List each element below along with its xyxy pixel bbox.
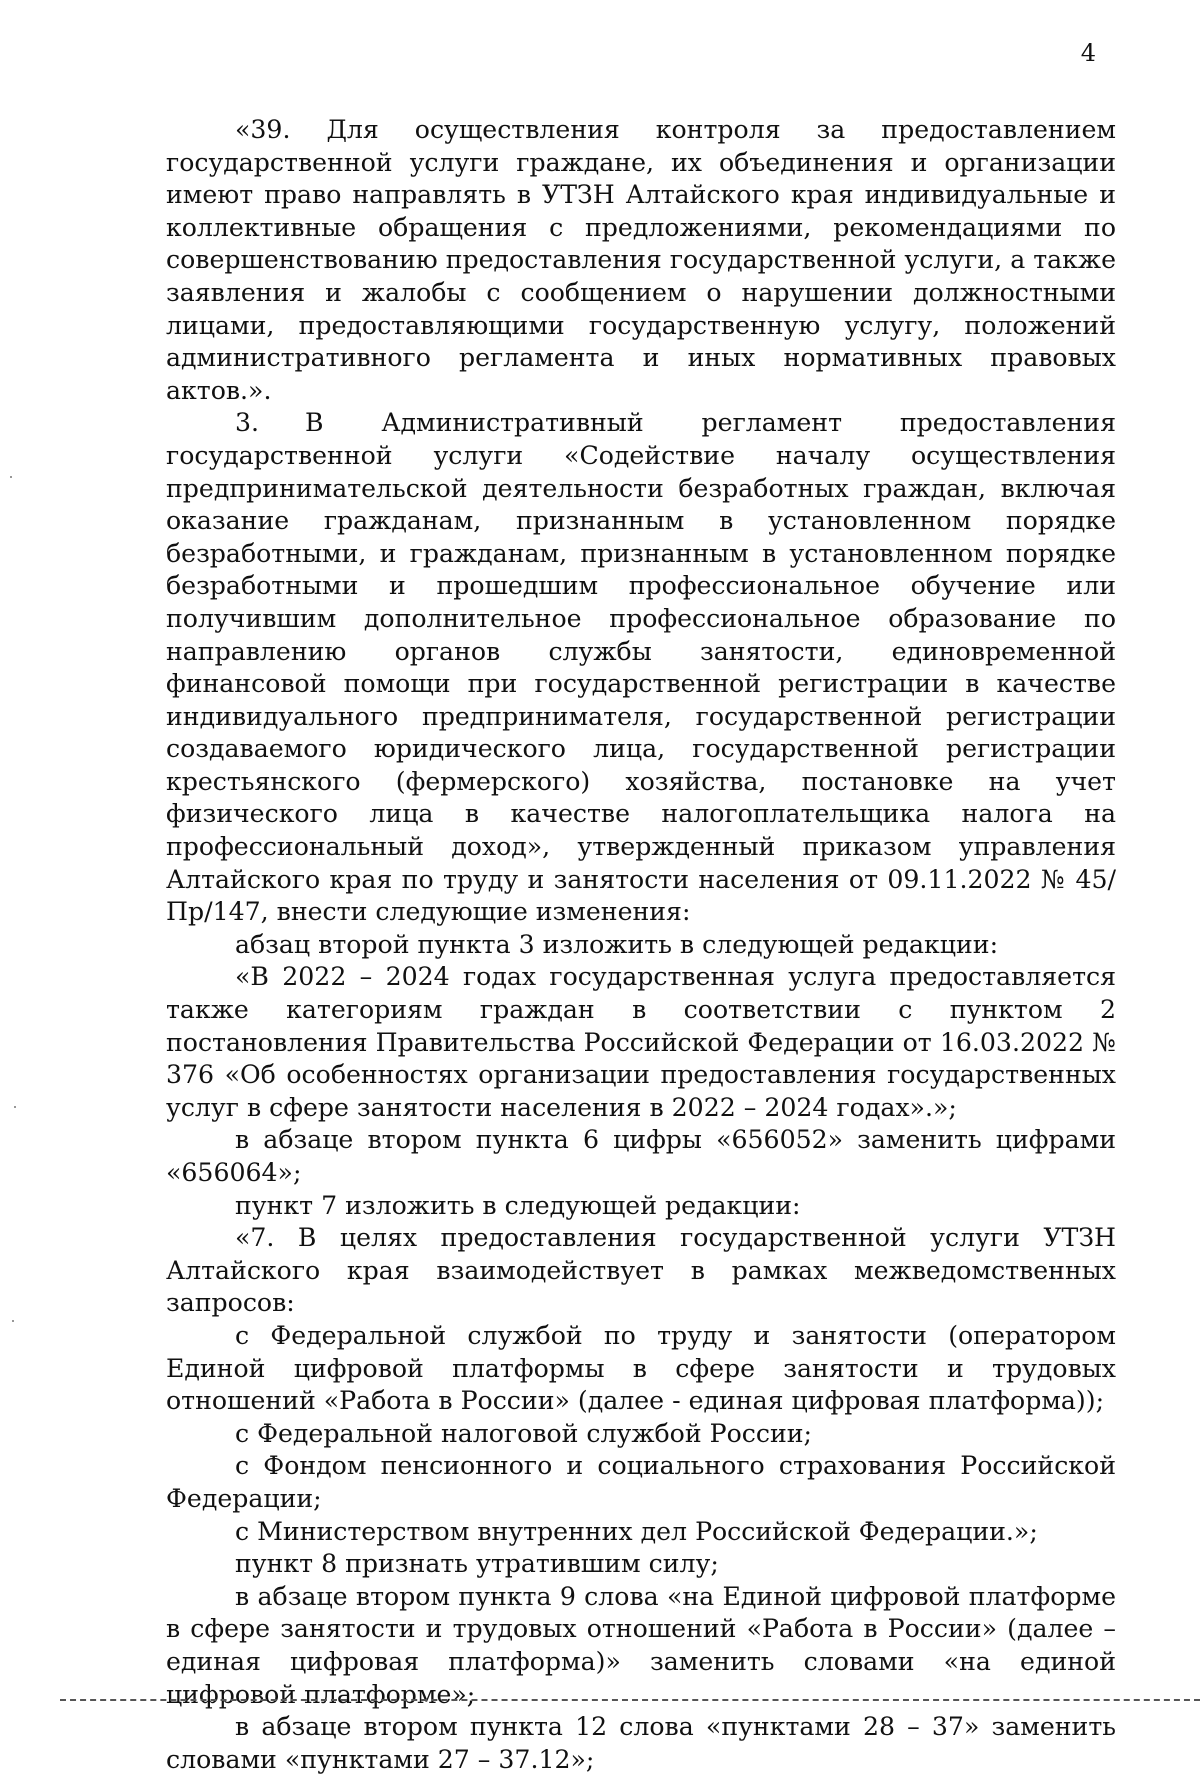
scan-bottom-edge bbox=[60, 1699, 1200, 1701]
paragraph-change-10: пункт 8 признать утратившим силу; bbox=[235, 1549, 719, 1579]
paragraph-change-11: в абзаце втором пункта 9 слова «на Единой цифровой платформе в сфере занятости и трудовых отношений «Работа в России» (далее – единая цифровая платформа)» заменить словами «на единой цифровой платформе»; bbox=[166, 1581, 1116, 1709]
paragraph-change-9: с Министерством внутренних дел Российской Федерации.»; bbox=[235, 1516, 1038, 1546]
item-3-text: В Административный регламент предоставления государственной услуги «Содействие началу осуществления предпринимательской деятельности безработных граждан, включая оказание гражданам, признанным в установленном порядке безработными, и гражданам, признанным в установленном порядке безработными и прошедшим профессиональное обучение или получившим дополнительное профессиональное образование по направлению органов службы занятости, единовременной финансовой помощи при государственной регистрации в качестве индивидуального предпринимателя, государственной регистрации создаваемого юридического лица, государственной регистрации крестьянского (фермерского) хозяйства, постановке на учет физического лица в качестве налогоплательщика налога на профессиональный доход», утвержденный приказом управления Алтайского края по труду и занятости населения от 09.11.2022 № 45/Пр/147, внести следующие изменения: bbox=[166, 408, 1116, 927]
paragraph-clause-39: «39. Для осуществления контроля за предоставлением государственной услуги граждане, их объединения и организации имеют право направлять в УТЗН Алтайского края индивидуальные и коллективные обращения с предложениями, рекомендациями по совершенствованию предоставления государственной услуги, а также заявления и жалобы с сообщением о нарушении должностными лицами, предоставляющими государственную услугу, положений административного регламента и иных нормативных правовых актов.». bbox=[166, 115, 1116, 405]
paragraph-change-3: в абзаце втором пункта 6 цифры «656052» заменить цифрами «656064»; bbox=[166, 1125, 1116, 1187]
scan-speck bbox=[12, 1320, 14, 1322]
scan-speck bbox=[14, 1106, 16, 1108]
paragraph-change-6: с Федеральной службой по труду и занятости (оператором Единой цифровой платформы в сфере занятости и трудовых отношений «Работа в России» (далее - единая цифровая платформа)); bbox=[166, 1320, 1116, 1416]
paragraph-item-3 bbox=[166, 407, 1116, 929]
paragraph-change-5: «7. В целях предоставления государственной услуги УТЗН Алтайского края взаимодействует в рамках межведомственных запросов: bbox=[166, 1223, 1116, 1318]
paragraph-change-1: абзац второй пункта 3 изложить в следующей редакции: bbox=[235, 929, 999, 959]
item-number: 3. bbox=[235, 408, 260, 438]
paragraph-change-4: пункт 7 изложить в следующей редакции: bbox=[235, 1190, 801, 1220]
paragraph-change-2: «В 2022 – 2024 годах государственная услуга предоставляется также категориям граждан в соответствии с пунктом 2 постановления Правительства Российской Федерации от 16.03.2022 № 376 «Об особенностях организации предоставления государственных услуг в сфере занятости населения в 2022 – 2024 годах».»; bbox=[166, 962, 1116, 1122]
document-body bbox=[166, 114, 1116, 1776]
paragraph-change-8: с Фондом пенсионного и социального страхования Российской Федерации; bbox=[166, 1451, 1116, 1513]
scan-speck bbox=[10, 476, 12, 478]
paragraph-change-7: с Федеральной налоговой службой России; bbox=[235, 1418, 813, 1448]
paragraph-change-12: в абзаце втором пункта 12 слова «пунктами 28 – 37» заменить словами «пунктами 27 – 37.12»; bbox=[166, 1712, 1116, 1774]
page-number: 4 bbox=[1080, 39, 1096, 67]
